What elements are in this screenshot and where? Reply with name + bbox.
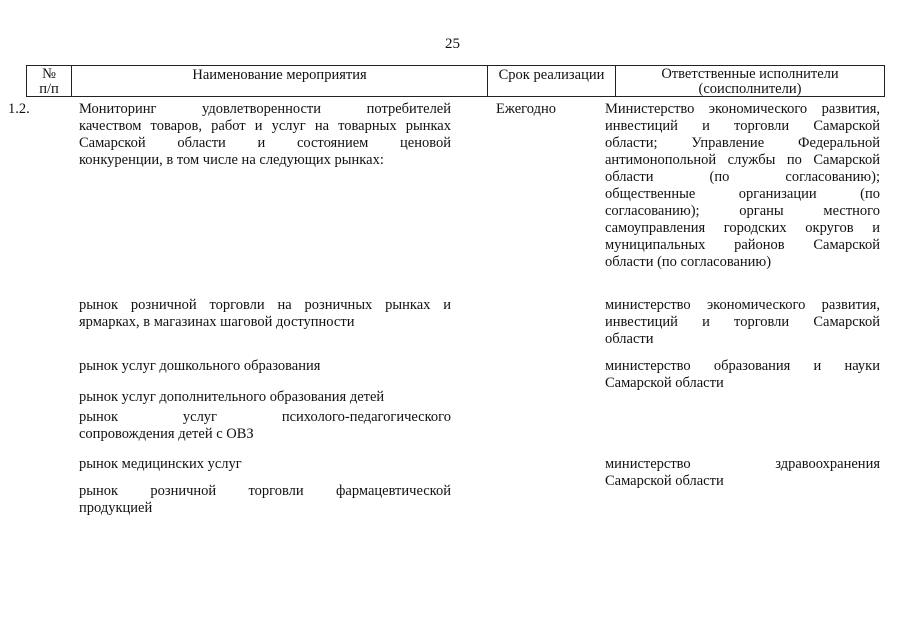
market-health-responsible-line: министерство здравоохранения [605, 456, 880, 472]
market-psych [79, 409, 451, 443]
market-additional-education: рынок услуг дополнительного образования детей [79, 389, 385, 405]
row-responsible [605, 101, 880, 271]
header-name [71, 65, 488, 97]
market-health-responsible-line: Самарской области [605, 473, 724, 489]
market-retail-responsible-line: министерство экономического развития, [605, 297, 880, 313]
row-name-line: конкуренции, в том числе на следующих рынках: [79, 152, 384, 168]
row-responsible-line: антимонопольной службы по Самарской [605, 152, 880, 168]
page-number: 25 [445, 36, 460, 52]
market-education-responsible-line: министерство образования и науки [605, 358, 880, 374]
row-term: Ежегодно [496, 101, 556, 117]
header-responsible [615, 65, 885, 97]
market-retail-responsible-line: инвестиций и торговли Самарской [605, 314, 880, 330]
header-term [487, 65, 616, 97]
market-psych-line: сопровождения детей с ОВЗ [79, 426, 254, 442]
row-responsible-line: муниципальных районов Самарской [605, 237, 880, 253]
row-responsible-line: области; Управление Федеральной [605, 135, 880, 151]
market-pharma-line: продукцией [79, 500, 153, 516]
row-responsible-line: общественные организации (по [605, 186, 880, 202]
row-name-line: качеством товаров, работ и услуг на товарных рынках [79, 118, 451, 134]
market-pharma [79, 483, 451, 517]
row-responsible-line: области (по согласованию) [605, 254, 772, 270]
market-health-responsible [605, 456, 880, 490]
market-retail-responsible-line: области [605, 331, 654, 347]
header-number-line1: № [42, 66, 56, 82]
header-number-line2: п/п [39, 81, 59, 97]
row-responsible-line: инвестиций и торговли Самарской [605, 118, 880, 134]
row-responsible-line: области (по согласованию); [605, 169, 880, 185]
market-education-responsible-line: Самарской области [605, 375, 724, 391]
header-number [26, 65, 72, 97]
header-term-label: Срок реализации [498, 67, 605, 83]
header-name-label: Наименование мероприятия [192, 67, 367, 83]
market-retail-responsible [605, 297, 880, 348]
header-responsible-line2: (соисполнители) [698, 81, 802, 97]
market-retail-line: рынок розничной торговли на розничных рынках и [79, 297, 451, 313]
row-name [79, 101, 451, 169]
row-name-line: Самарской области и состоянием ценовой [79, 135, 451, 151]
row-responsible-line: Министерство экономического развития, [605, 101, 880, 117]
market-medical: рынок медицинских услуг [79, 456, 242, 472]
market-retail-line: ярмарках, в магазинах шаговой доступности [79, 314, 355, 330]
row-responsible-line: согласованию); органы местного [605, 203, 880, 219]
header-responsible-line1: Ответственные исполнители [661, 66, 839, 82]
market-preschool: рынок услуг дошкольного образования [79, 358, 321, 374]
row-responsible-line: самоуправления городских округов и [605, 220, 880, 236]
row-name-line: Мониторинг удовлетворенности потребителей [79, 101, 451, 117]
market-pharma-line: рынок розничной торговли фармацевтической [79, 483, 451, 499]
market-education-responsible [605, 358, 880, 392]
row-number: 1.2. [8, 101, 30, 117]
market-psych-line: рынок услуг психолого-педагогического [79, 409, 451, 425]
market-retail [79, 297, 451, 331]
